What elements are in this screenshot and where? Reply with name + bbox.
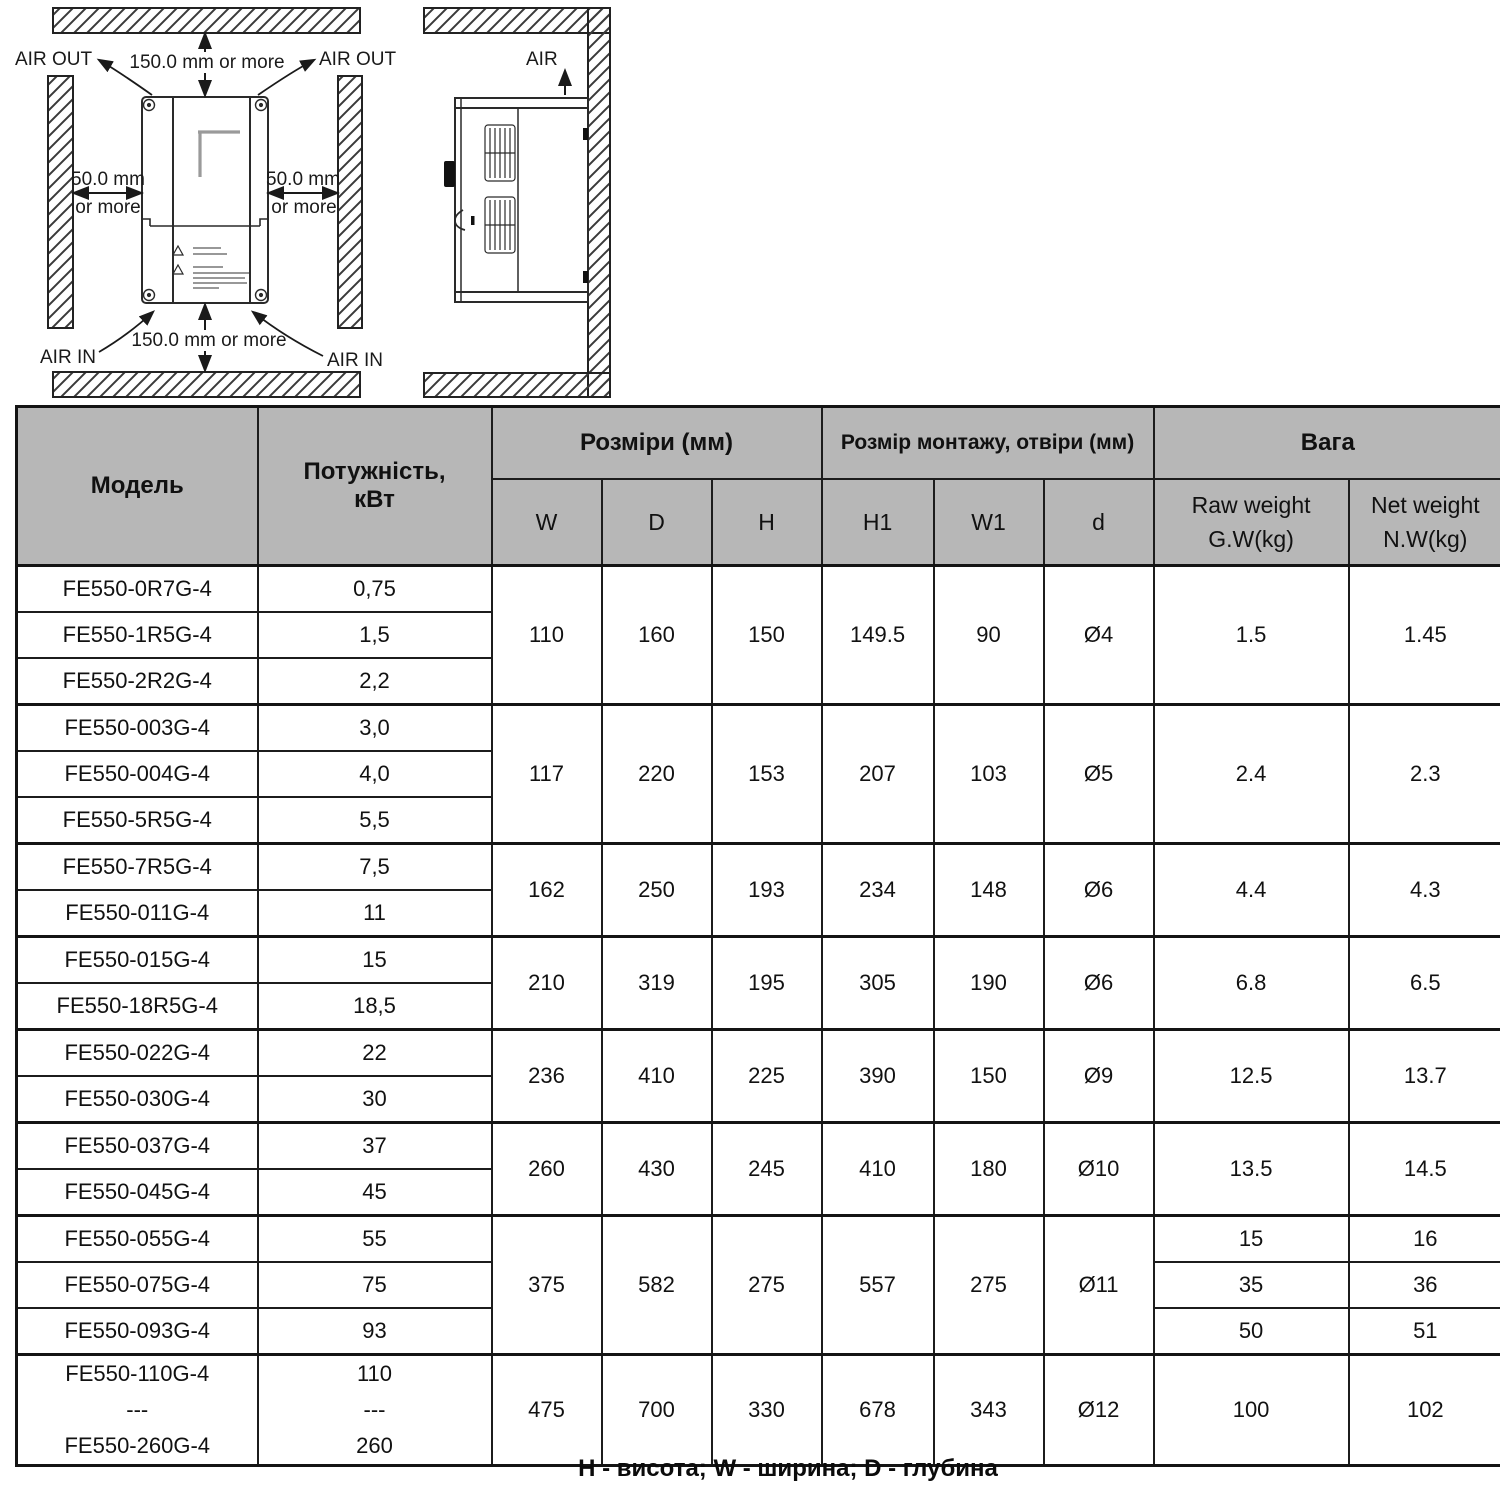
dim-h-cell: 275 xyxy=(712,1216,822,1355)
model-cell: FE550-003G-4 xyxy=(17,705,258,752)
header-dimensions-group: Розміри (мм) xyxy=(492,407,822,480)
top-clearance-label: 150.0 mm or more xyxy=(129,52,285,73)
dim-dia-cell: Ø11 xyxy=(1044,1216,1154,1355)
model-cell: FE550-030G-4 xyxy=(17,1076,258,1123)
wall-top xyxy=(424,8,610,33)
dim-w1-cell: 343 xyxy=(934,1355,1044,1466)
model-cell: FE550-0R7G-4 xyxy=(17,566,258,613)
power-cell: 110 --- 260 xyxy=(258,1355,492,1466)
dim-h-cell: 150 xyxy=(712,566,822,705)
header-raw-weight: Raw weight G.W(kg) xyxy=(1154,479,1349,566)
power-cell: 11 xyxy=(258,890,492,937)
power-cell: 37 xyxy=(258,1123,492,1170)
raw-weight-cell: 12.5 xyxy=(1154,1030,1349,1123)
dim-h1-cell: 678 xyxy=(822,1355,934,1466)
dim-w1-cell: 90 xyxy=(934,566,1044,705)
knob xyxy=(444,161,455,187)
dim-h1-cell: 234 xyxy=(822,844,934,937)
bottom-clearance-label: 150.0 mm or more xyxy=(131,330,287,351)
power-cell: 22 xyxy=(258,1030,492,1077)
right-clearance-label-2: or more xyxy=(271,197,337,218)
power-cell: 55 xyxy=(258,1216,492,1263)
header-h: H xyxy=(712,479,822,566)
power-cell: 15 xyxy=(258,937,492,984)
net-weight-cell: 36 xyxy=(1349,1262,1500,1308)
dim-w-cell: 162 xyxy=(492,844,602,937)
raw-weight-cell: 13.5 xyxy=(1154,1123,1349,1216)
front-clearance-diagram xyxy=(13,3,411,403)
dim-dia-cell: Ø4 xyxy=(1044,566,1154,705)
raw-weight-cell: 6.8 xyxy=(1154,937,1349,1030)
net-weight-cell: 14.5 xyxy=(1349,1123,1500,1216)
dim-d-cell: 319 xyxy=(602,937,712,1030)
dim-w-cell: 210 xyxy=(492,937,602,1030)
raw-weight-cell: 4.4 xyxy=(1154,844,1349,937)
dim-h1-cell: 207 xyxy=(822,705,934,844)
header-mounting-group: Розмір монтажу, отвіри (мм) xyxy=(822,407,1154,480)
air-in-right-label: AIR IN xyxy=(327,350,383,371)
dim-w-cell: 260 xyxy=(492,1123,602,1216)
air-in-left-label: AIR IN xyxy=(40,347,96,368)
dim-h-cell: 193 xyxy=(712,844,822,937)
net-weight-cell: 4.3 xyxy=(1349,844,1500,937)
clip-top xyxy=(583,128,588,140)
net-weight-cell: 16 xyxy=(1349,1216,1500,1263)
dim-dia-cell: Ø6 xyxy=(1044,937,1154,1030)
raw-weight-cell: 35 xyxy=(1154,1262,1349,1308)
net-weight-cell: 102 xyxy=(1349,1355,1500,1466)
net-weight-cell: 51 xyxy=(1349,1308,1500,1355)
spec-table-wrapper xyxy=(15,405,1500,1467)
header-h1: H1 xyxy=(822,479,934,566)
header-power xyxy=(258,407,492,566)
dim-w1-cell: 180 xyxy=(934,1123,1044,1216)
air-label: AIR xyxy=(526,49,558,70)
dim-w-cell: 375 xyxy=(492,1216,602,1355)
clip-bottom xyxy=(583,271,588,283)
dim-d-cell: 582 xyxy=(602,1216,712,1355)
dim-w1-cell: 275 xyxy=(934,1216,1044,1355)
header-power-line2: кВт xyxy=(354,486,395,513)
model-cell: FE550-055G-4 xyxy=(17,1216,258,1263)
left-clearance-label-2: or more xyxy=(75,197,141,218)
model-cell: FE550-093G-4 xyxy=(17,1308,258,1355)
dim-dia-cell: Ø5 xyxy=(1044,705,1154,844)
power-cell: 18,5 xyxy=(258,983,492,1030)
dim-w1-cell: 150 xyxy=(934,1030,1044,1123)
header-d: D xyxy=(602,479,712,566)
wall-right xyxy=(338,76,362,328)
raw-weight-cell: 50 xyxy=(1154,1308,1349,1355)
air-out-left-label: AIR OUT xyxy=(15,49,93,70)
model-cell: FE550-2R2G-4 xyxy=(17,658,258,705)
wall-bottom xyxy=(424,373,610,397)
side-mount-diagram xyxy=(413,3,628,403)
wall-right xyxy=(588,8,610,397)
dim-h1-cell: 305 xyxy=(822,937,934,1030)
header-model: Модель xyxy=(17,407,258,566)
header-power-line1: Потужність, xyxy=(303,458,446,485)
dim-h-cell: 245 xyxy=(712,1123,822,1216)
power-cell: 4,0 xyxy=(258,751,492,797)
dim-h-cell: 330 xyxy=(712,1355,822,1466)
dim-d-cell: 430 xyxy=(602,1123,712,1216)
dim-w-cell: 475 xyxy=(492,1355,602,1466)
right-clearance-label-1: 50.0 mm xyxy=(266,169,340,190)
dim-w1-cell: 190 xyxy=(934,937,1044,1030)
dim-dia-cell: Ø10 xyxy=(1044,1123,1154,1216)
net-weight-cell: 6.5 xyxy=(1349,937,1500,1030)
power-cell: 30 xyxy=(258,1076,492,1123)
net-weight-cell: 2.3 xyxy=(1349,705,1500,844)
raw-weight-cell: 1.5 xyxy=(1154,566,1349,705)
dim-w1-cell: 148 xyxy=(934,844,1044,937)
model-cell: FE550-18R5G-4 xyxy=(17,983,258,1030)
model-cell: FE550-075G-4 xyxy=(17,1262,258,1308)
dim-w-cell: 110 xyxy=(492,566,602,705)
dim-d-cell: 700 xyxy=(602,1355,712,1466)
dim-h-cell: 225 xyxy=(712,1030,822,1123)
dim-w1-cell: 103 xyxy=(934,705,1044,844)
power-cell: 75 xyxy=(258,1262,492,1308)
dim-d-cell: 160 xyxy=(602,566,712,705)
power-cell: 1,5 xyxy=(258,612,492,658)
air-out-right-label: AIR OUT xyxy=(319,49,397,70)
dim-w-cell: 117 xyxy=(492,705,602,844)
raw-weight-cell: 100 xyxy=(1154,1355,1349,1466)
net-weight-cell: 1.45 xyxy=(1349,566,1500,705)
model-cell: FE550-7R5G-4 xyxy=(17,844,258,891)
net-weight-cell: 13.7 xyxy=(1349,1030,1500,1123)
power-cell: 7,5 xyxy=(258,844,492,891)
header-net-weight: Net weight N.W(kg) xyxy=(1349,479,1500,566)
inverter-side-view xyxy=(444,98,588,302)
dim-h-cell: 195 xyxy=(712,937,822,1030)
model-cell: FE550-1R5G-4 xyxy=(17,612,258,658)
power-cell: 45 xyxy=(258,1169,492,1216)
model-cell: FE550-110G-4 --- FE550-260G-4 xyxy=(17,1355,258,1466)
dim-d-cell: 250 xyxy=(602,844,712,937)
legend-note: Н - висота; W - ширина; D - глубина xyxy=(578,1455,998,1482)
dim-d-cell: 220 xyxy=(602,705,712,844)
dim-h1-cell: 410 xyxy=(822,1123,934,1216)
power-cell: 93 xyxy=(258,1308,492,1355)
dim-h1-cell: 390 xyxy=(822,1030,934,1123)
dim-dia-cell: Ø9 xyxy=(1044,1030,1154,1123)
wall-left xyxy=(48,76,73,328)
model-cell: FE550-5R5G-4 xyxy=(17,797,258,844)
model-cell: FE550-045G-4 xyxy=(17,1169,258,1216)
power-cell: 5,5 xyxy=(258,797,492,844)
header-w1: W1 xyxy=(934,479,1044,566)
header-weight-group: Вага xyxy=(1154,407,1500,480)
dim-d-cell: 410 xyxy=(602,1030,712,1123)
model-cell: FE550-022G-4 xyxy=(17,1030,258,1077)
dim-h1-cell: 557 xyxy=(822,1216,934,1355)
spec-table xyxy=(15,405,1500,1467)
dim-w-cell: 236 xyxy=(492,1030,602,1123)
wall-bottom xyxy=(53,372,360,397)
header-w: W xyxy=(492,479,602,566)
inverter-front-view xyxy=(142,97,268,303)
dim-dia-cell: Ø12 xyxy=(1044,1355,1154,1466)
power-cell: 2,2 xyxy=(258,658,492,705)
power-cell: 3,0 xyxy=(258,705,492,752)
model-cell: FE550-004G-4 xyxy=(17,751,258,797)
left-clearance-label-1: 50.0 mm xyxy=(71,169,145,190)
raw-weight-cell: 2.4 xyxy=(1154,705,1349,844)
dim-dia-cell: Ø6 xyxy=(1044,844,1154,937)
header-dia: d xyxy=(1044,479,1154,566)
model-cell: FE550-015G-4 xyxy=(17,937,258,984)
raw-weight-cell: 15 xyxy=(1154,1216,1349,1263)
model-cell: FE550-011G-4 xyxy=(17,890,258,937)
model-cell: FE550-037G-4 xyxy=(17,1123,258,1170)
wall-top xyxy=(53,8,360,33)
dim-h-cell: 153 xyxy=(712,705,822,844)
power-cell: 0,75 xyxy=(258,566,492,613)
dim-h1-cell: 149.5 xyxy=(822,566,934,705)
